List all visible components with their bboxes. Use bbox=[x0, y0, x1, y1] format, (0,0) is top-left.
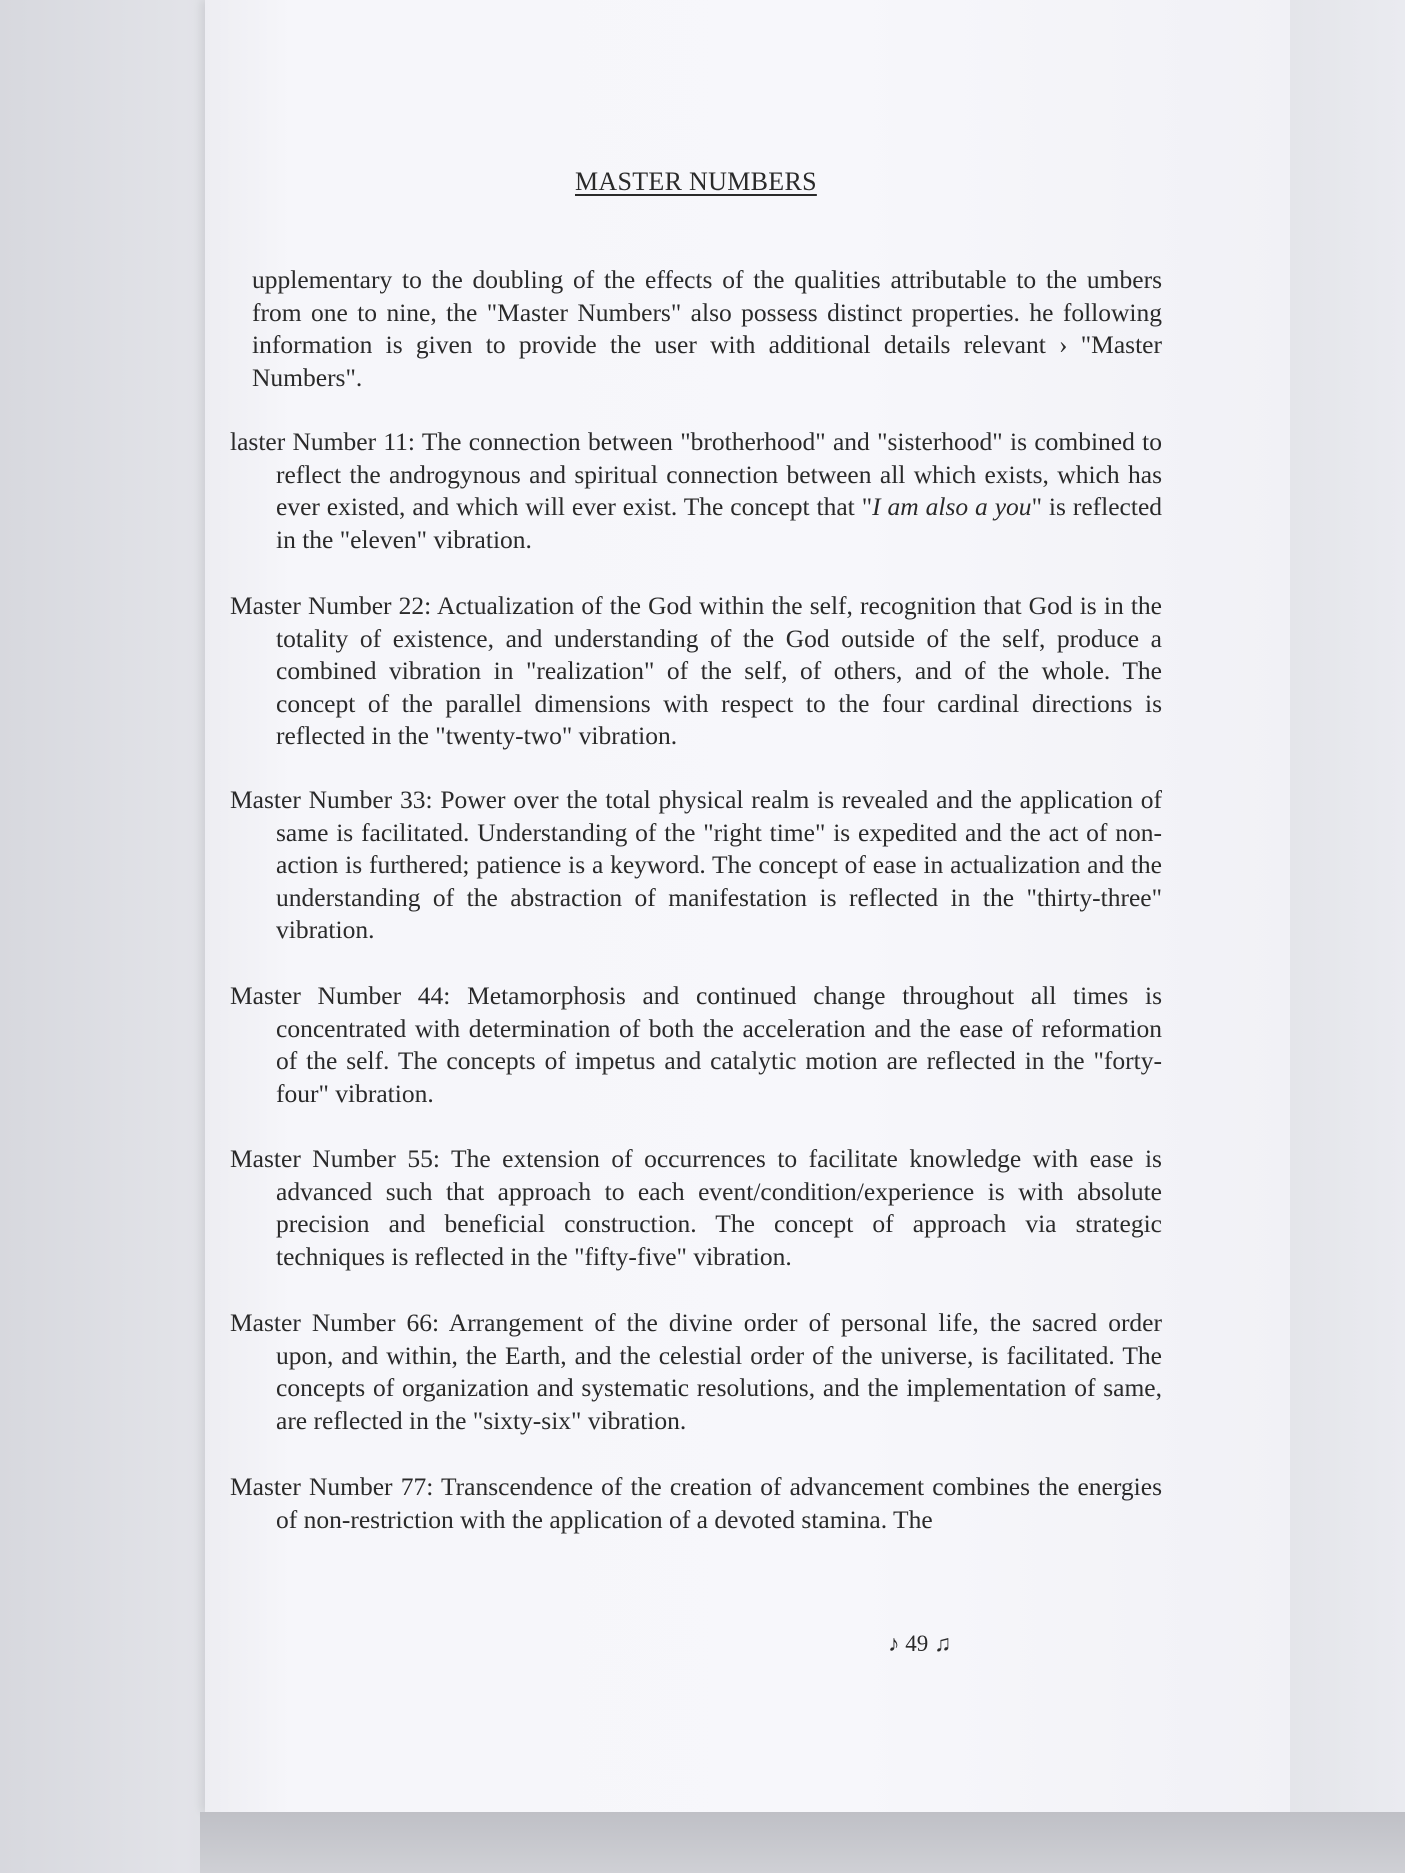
entry-master-number-77 bbox=[230, 1471, 1162, 1536]
intro-paragraph: upplementary to the doubling of the effects of the qualities attributable to the umbers from one to nine, the "Master Numbers" also possess distinct properties. he following information is given to provide the user with additional details relevant › "Master Numbers". bbox=[252, 265, 1162, 392]
entry-label: Master Number 77: bbox=[230, 1472, 434, 1501]
entry-master-number-33 bbox=[230, 784, 1162, 947]
entry-label: Master Number 55: bbox=[230, 1144, 440, 1173]
entry-text: Actualization of the God within the self, recognition that God is in the totality of existence, and understanding of the God outside of the self, produce a combined vibration in "realization" of the self, of others, and of the whole. The concept of the parallel dimensions with respect to the four cardinal directions is reflected in the "twenty-two" vibration. bbox=[276, 591, 1162, 750]
entry-label: laster Number 11: bbox=[230, 427, 416, 456]
entry-label: Master Number 66: bbox=[230, 1308, 440, 1337]
entry-text: The extension of occurrences to facilitate knowledge with ease is advanced such that approach to each event/condition/experience is with absolute precision and beneficial construction. The concept of approach via strategic techniques is reflected in the "fifty-five" vibration. bbox=[276, 1144, 1162, 1271]
entry-master-number-22 bbox=[230, 590, 1162, 753]
entry-master-number-44 bbox=[230, 980, 1162, 1110]
entry-master-number-11 bbox=[230, 426, 1162, 556]
page-background-right bbox=[1290, 0, 1405, 1812]
entry-master-number-66 bbox=[230, 1307, 1162, 1437]
entry-text: The connection between "brotherhood" and "sisterhood" is combined to reflect the androgynous and spiritual connection between all which exists, which has ever existed, and which will ever exist. The concept that " bbox=[276, 427, 1163, 521]
page-title: MASTER NUMBERS bbox=[575, 167, 817, 196]
entry-text: Power over the total physical realm is revealed and the application of same is facilitated. Understanding of the "right time" is expedited and the act of non-action is furthered; patience is a keyword. The concept of ease in actualization and the understanding of the abstraction of manifestation is reflected in the "thirty-three" vibration. bbox=[276, 785, 1162, 944]
entry-text: Transcendence of the creation of advancement combines the energies of non-restriction with the application of a devoted stamina. The bbox=[276, 1472, 1162, 1534]
page-bottom-edge bbox=[200, 1812, 1405, 1873]
entry-text: " is reflected in the "eleven" vibration. bbox=[276, 492, 1163, 554]
entry-label: Master Number 33: bbox=[230, 785, 433, 814]
entry-text: Arrangement of the divine order of personal life, the sacred order upon, and within, the Earth, and the celestial order of the universe, is facilitated. The concepts of organization and systematic resolutions, and the implementation of same, are reflected in the "sixty-six" vibration. bbox=[276, 1308, 1162, 1435]
entry-label: Master Number 22: bbox=[230, 591, 432, 620]
entry-label: Master Number 44: bbox=[230, 981, 451, 1010]
entry-text: Metamorphosis and continued change throughout all times is concentrated with determination of both the acceleration and the ease of reformation of the self. The concepts of impetus and catalytic motion are reflected in the "forty-four" vibration. bbox=[276, 981, 1162, 1108]
page-number: ♪ 49 ♫ bbox=[888, 1631, 952, 1656]
entry-master-number-55 bbox=[230, 1143, 1162, 1273]
entry-italic-text: I am also a you bbox=[872, 492, 1032, 521]
